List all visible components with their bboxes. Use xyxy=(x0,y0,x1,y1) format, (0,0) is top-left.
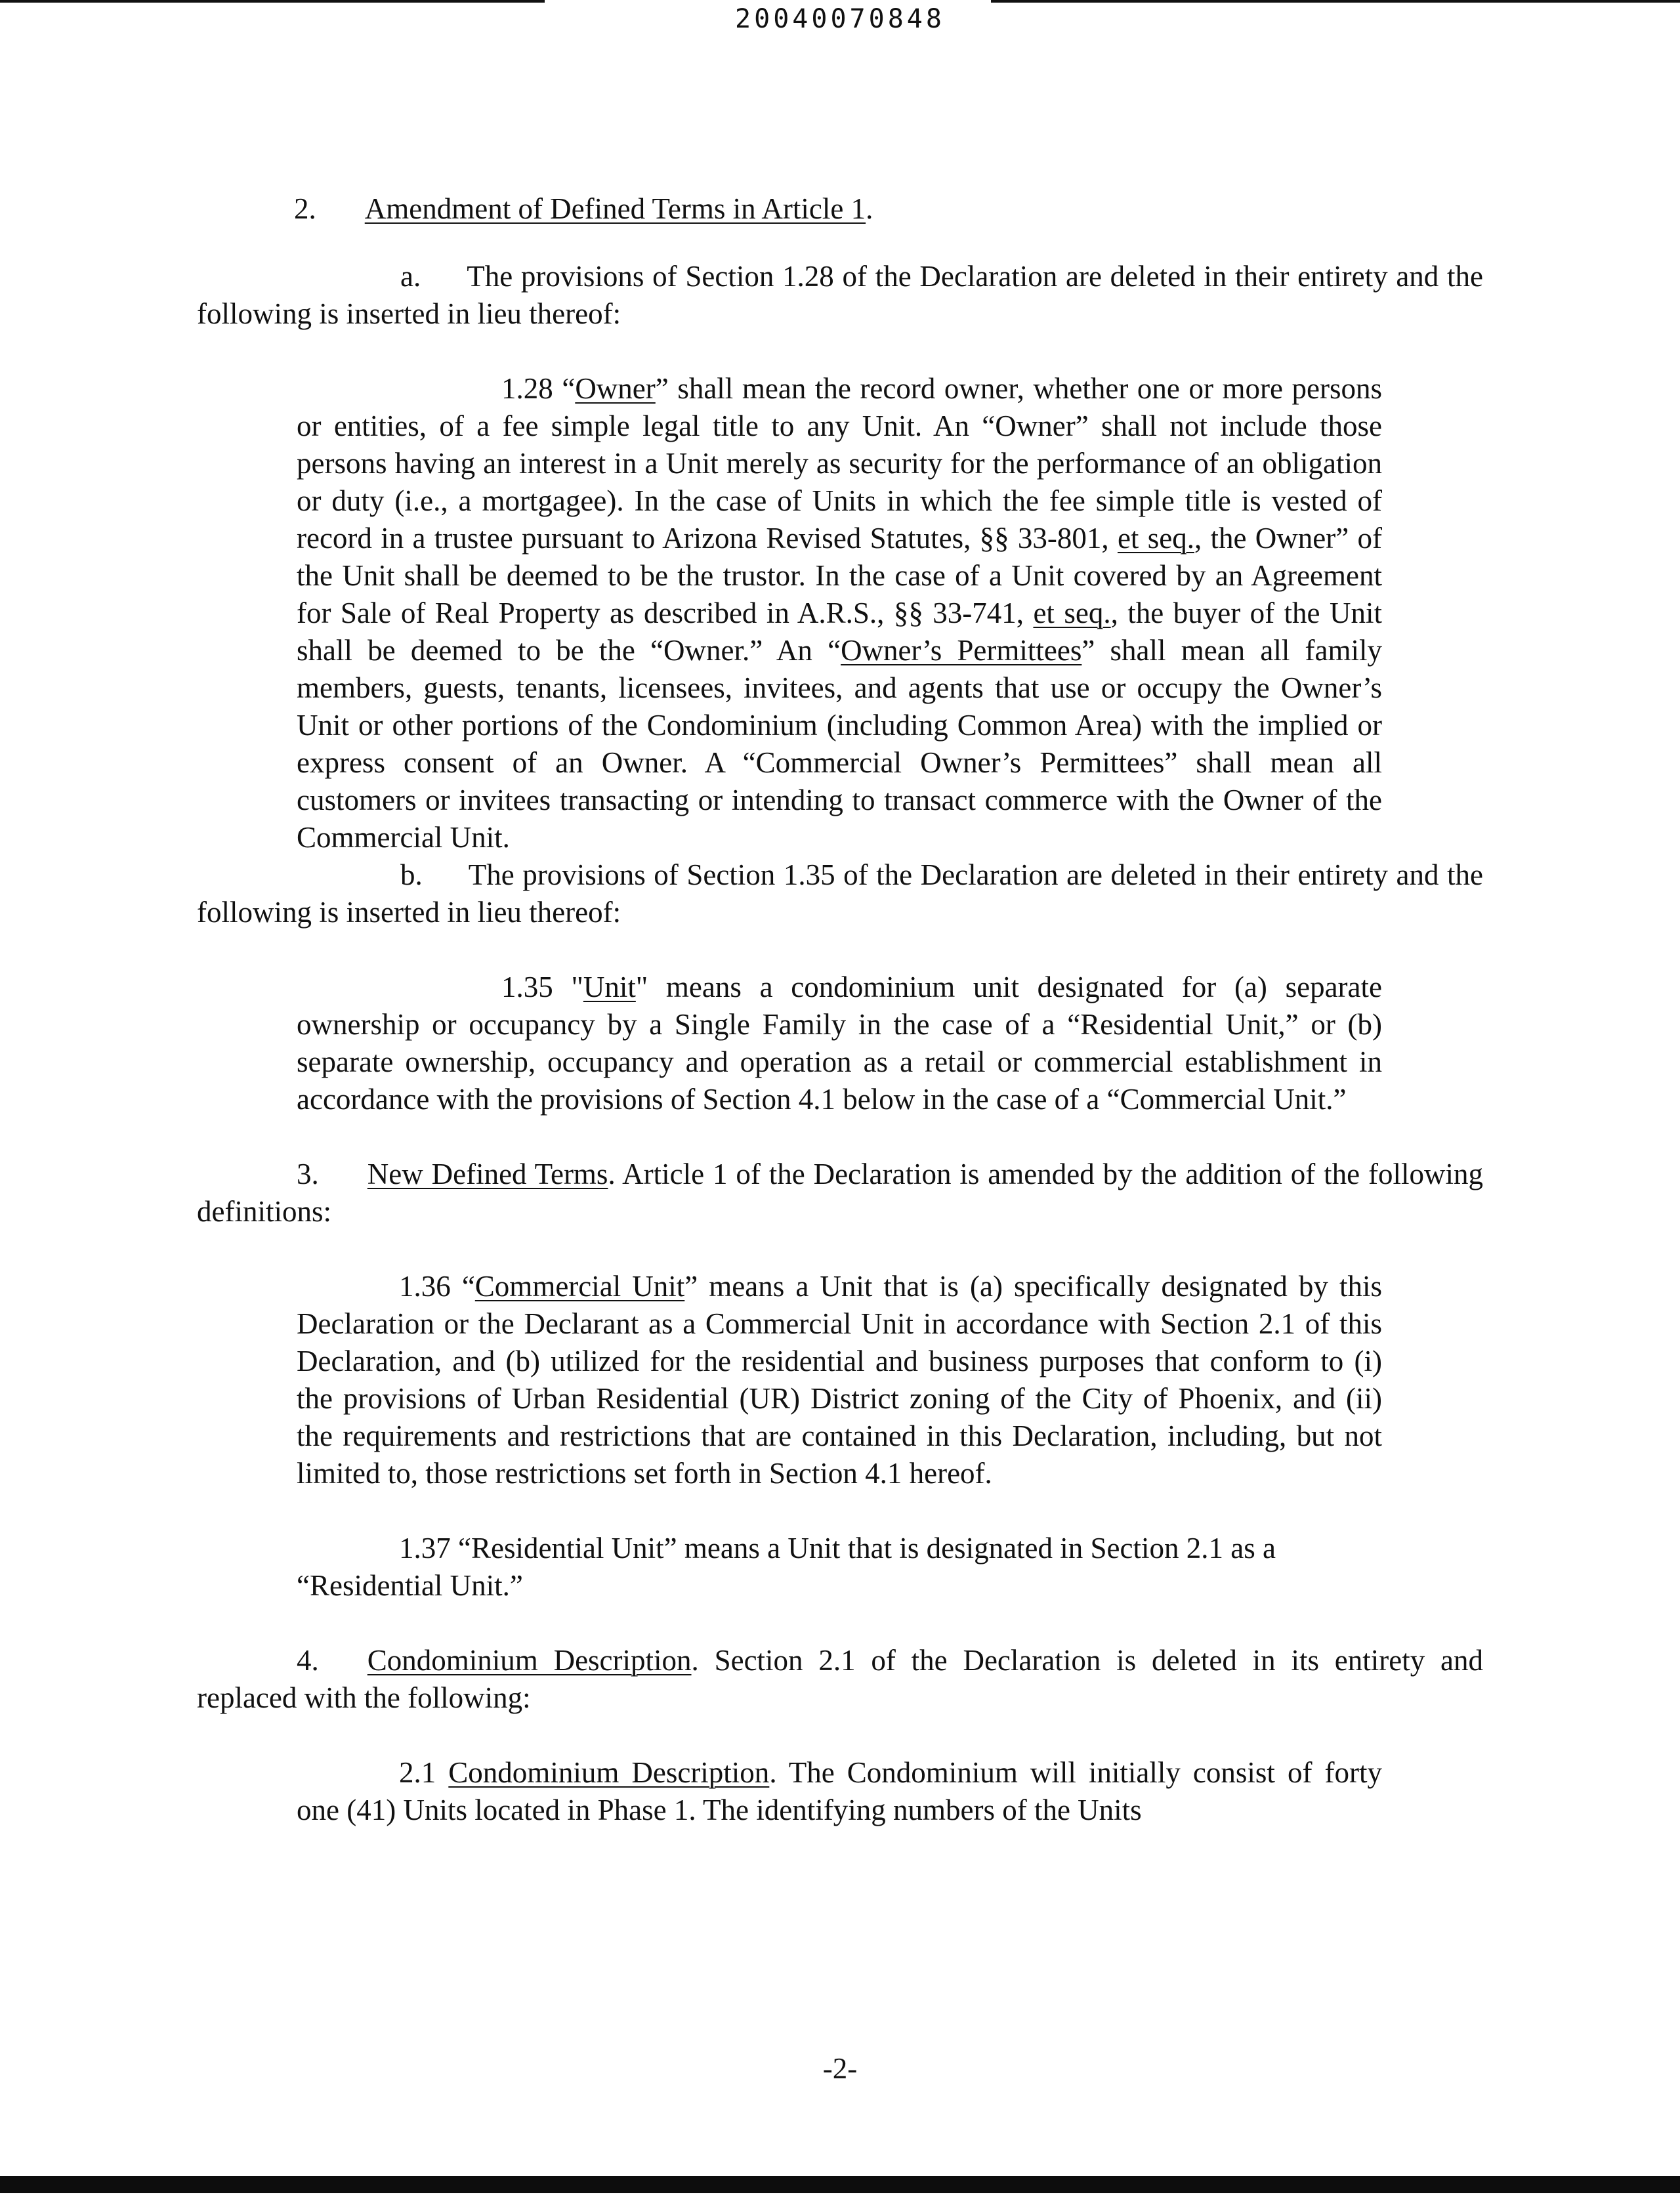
item-a-label: a. xyxy=(400,260,421,293)
document-body xyxy=(197,190,1483,1829)
section-4-title: Condominium Description xyxy=(367,1644,692,1677)
bottom-scan-border xyxy=(0,2176,1680,2193)
section-2-heading: 2. Amendment of Defined Terms in Article 1. xyxy=(294,192,873,225)
term-owner: Owner xyxy=(575,372,656,405)
page-number: -2- xyxy=(822,2052,858,2085)
section-2-number: 2. xyxy=(294,192,316,225)
item-b-text: The provisions of Section 1.35 of the Declaration are deleted in their entirety and the following is inserted in lieu thereof: xyxy=(197,858,1483,929)
term-commercial-unit: Commercial Unit xyxy=(474,1270,685,1303)
document-number: 20040070848 xyxy=(735,4,945,34)
item-a-text: The provisions of Section 1.28 of the Declaration are deleted in their entirety and the following is inserted in lieu thereof: xyxy=(197,260,1483,330)
section-2b-paragraph xyxy=(197,856,1483,931)
term-unit: Unit xyxy=(583,971,636,1003)
definition-1-35: 1.35 "Unit" means a condominium unit designated for (a) separate ownership or occupancy by a Single Family in the case of a “Residential Unit,” or (b) separate ownership, occupancy and operation as a retail or commercial establishment in accordance with the provisions of Section 4.1 below in the case of a “Commercial Unit.” xyxy=(297,971,1382,1116)
section-2-title: Amendment of Defined Terms in Article 1 xyxy=(364,192,866,225)
definition-1-37: 1.37 “Residential Unit” means a Unit that is designated in Section 2.1 as a “Residential Unit.” xyxy=(297,1532,1276,1602)
definition-1-36: 1.36 “Commercial Unit” means a Unit that is (a) specifically designated by this Declaration or the Declarant as a Commercial Unit in accordance with Section 2.1 of this Declaration, and (b) utilized for the residential and business purposes that conform to (i) the provisions of Urban Residential (UR) District zoning of the City of Phoenix, and (ii) the requirements and restrictions that are contained in this Declaration, including, but not limited to, those restrictions set forth in Section 4.1 hereof. xyxy=(297,1270,1383,1490)
section-3-number: 3. xyxy=(297,1158,319,1190)
top-border-right xyxy=(991,0,1680,3)
section-4-number: 4. xyxy=(297,1644,319,1677)
term-owners-permittees: Owner’s Permittees xyxy=(841,634,1082,667)
term-condominium-description: Condominium Description xyxy=(448,1756,770,1789)
section-2a-paragraph xyxy=(197,258,1483,333)
section-4-paragraph: 4. Condominium Description. Section 2.1 of the Declaration is deleted in its entirety and replaced with the following: xyxy=(197,1644,1483,1714)
section-3-title: New Defined Terms xyxy=(367,1158,608,1190)
section-3-paragraph: 3. New Defined Terms. Article 1 of the Declaration is amended by the addition of the following definitions: xyxy=(197,1158,1483,1228)
definition-2-1: 2.1 Condominium Description. The Condominium will initially consist of forty one (41) Units located in Phase 1. The identifying numbers of the Units xyxy=(297,1756,1382,1826)
item-b-label: b. xyxy=(400,858,423,891)
top-border-left xyxy=(0,0,545,3)
definition-1-28: 1.28 “Owner” shall mean the record owner, whether one or more persons or entities, of a fee simple legal title to any Unit. An “Owner” shall not include those persons having an interest in a Unit merely as security for the performance of an obligation or duty (i.e., a mortgagee). In the case of Units in which the fee simple title is vested of record in a trustee pursuant to Arizona Revised Statutes, §§ 33-801, et seq., the Owner” of the Unit shall be deemed to be the trustor. In the case of a Unit covered by an Agreement for Sale of Real Property as described in A.R.S., §§ 33-741, et seq., the buyer of the Unit shall be deemed to be the “Owner.” An “Owner’s Permittees” shall mean all family members, guests, tenants, licensees, invitees, and agents that use or occupy the Owner’s Unit or other portions of the Condominium (including Common Area) with the implied or express consent of an Owner. A “Commercial Owner’s Permittees” shall mean all customers or invitees transacting or intending to transact commerce with the Owner of the Commercial Unit. xyxy=(297,372,1383,854)
